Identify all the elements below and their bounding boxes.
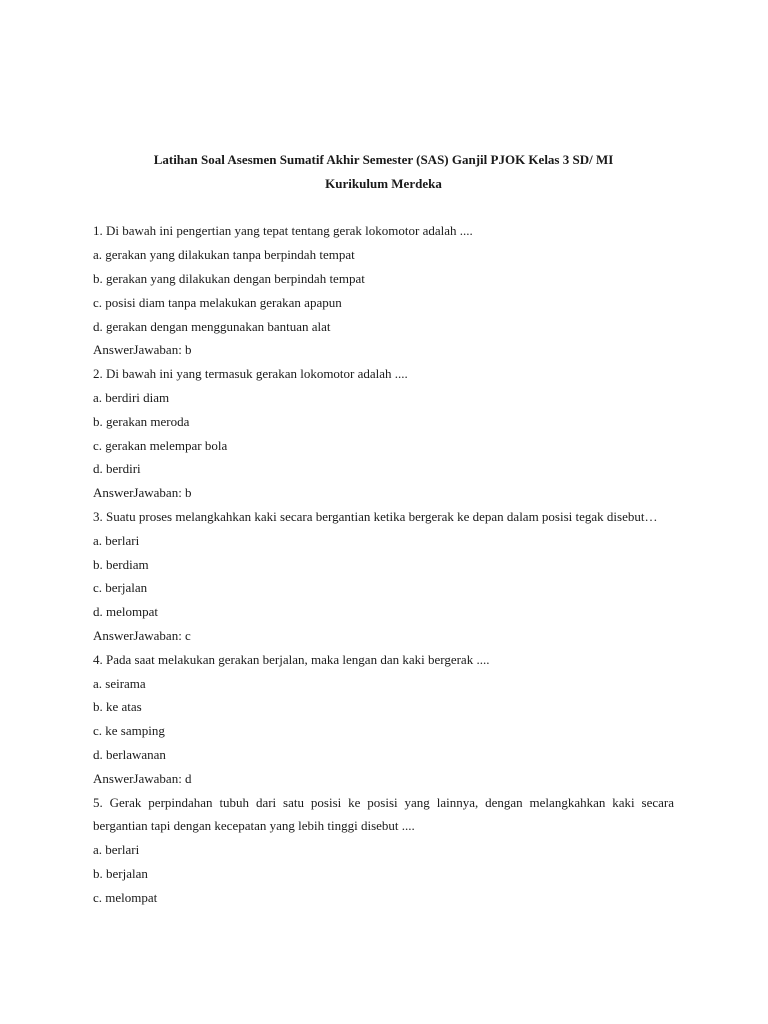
answer-option: b. gerakan meroda — [93, 413, 190, 429]
answer-option: c. gerakan melempar bola — [93, 437, 228, 453]
answer-option: d. berlawanan — [93, 746, 166, 762]
answer-option: a. berlari — [93, 842, 140, 858]
question-text: 5. Gerak perpindahan tubuh dari satu posisi ke posisi yang lainnya, dengan melangkahkan kaki secara bergantian tapi dengan kecepatan yang lebih tinggi disebut .... — [93, 794, 674, 834]
answer-key: AnswerJawaban: d — [93, 770, 192, 786]
answer-option: b. gerakan yang dilakukan dengan berpindah tempat — [93, 270, 365, 286]
answer-option: a. berlari — [93, 532, 140, 548]
answer-option: d. melompat — [93, 604, 158, 620]
question-text: 2. Di bawah ini yang termasuk gerakan lokomotor adalah .... — [93, 366, 408, 382]
question-text: 1. Di bawah ini pengertian yang tepat tentang gerak lokomotor adalah .... — [93, 223, 473, 239]
answer-option: d. berdiri — [93, 461, 141, 477]
answer-option: b. berjalan — [93, 865, 148, 881]
answer-option: a. gerakan yang dilakukan tanpa berpindah tempat — [93, 247, 355, 263]
answer-option: c. berjalan — [93, 580, 148, 596]
question-block-5 — [93, 791, 674, 910]
answer-option: a. berdiri diam — [93, 389, 170, 405]
document-title-line-1: Latihan Soal Asesmen Sumatif Akhir Semester (SAS) Ganjil PJOK Kelas 3 SD/ MI — [153, 152, 614, 167]
question-text: 4. Pada saat melakukan gerakan berjalan, maka lengan dan kaki bergerak .... — [93, 651, 490, 667]
document-title-line-2: Kurikulum Merdeka — [325, 175, 442, 191]
answer-option: b. berdiam — [93, 556, 149, 572]
answer-option: c. posisi diam tanpa melakukan gerakan apapun — [93, 294, 342, 310]
question-text: 3. Suatu proses melangkahkan kaki secara bergantian ketika bergerak ke depan dalam posisi tegak disebut… — [93, 508, 658, 524]
answer-option: a. seirama — [93, 675, 146, 691]
answer-key: AnswerJawaban: c — [93, 627, 191, 643]
answer-option: d. gerakan dengan menggunakan bantuan alat — [93, 318, 331, 334]
question-block-1 — [93, 219, 674, 362]
question-block-3 — [93, 505, 674, 648]
answer-key: AnswerJawaban: b — [93, 485, 192, 501]
answer-option: c. ke samping — [93, 723, 165, 739]
question-block-2 — [93, 362, 674, 505]
document-page — [93, 148, 674, 910]
question-block-4 — [93, 648, 674, 791]
answer-option: b. ke atas — [93, 699, 142, 715]
answer-option: c. melompat — [93, 889, 158, 905]
title-spacer — [93, 196, 674, 220]
answer-key: AnswerJawaban: b — [93, 342, 192, 358]
